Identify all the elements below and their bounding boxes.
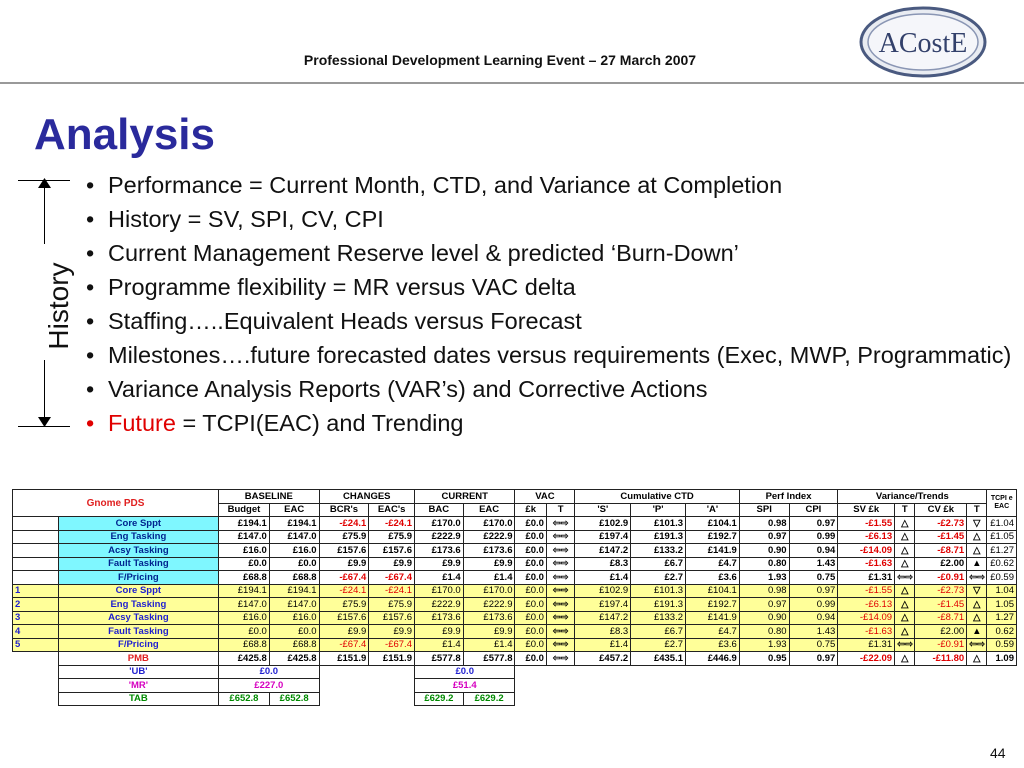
mr-label: 'MR' [58,679,218,693]
table-cell: £1.4 [414,571,463,585]
table-cell: £0.0 [515,625,546,639]
table-cell: £2.7 [631,638,686,652]
group-ctd: Cumulative CTD [575,490,739,504]
table-cell: £194.1 [219,517,270,531]
table-cell: £147.0 [269,530,319,544]
row-label: Core Sppt [58,517,218,531]
table-cell: 0.80 [739,625,789,639]
row-label: Fault Tasking [58,557,218,571]
row-label: Core Sppt [58,584,218,598]
table-cell: £102.9 [575,584,631,598]
row-label: F/Pricing [58,571,218,585]
table-cell: £133.2 [631,611,686,625]
row-gutter [13,517,59,531]
table-cell: £0.0 [515,530,546,544]
table-cell: △ [967,598,987,612]
table-cell: £1.4 [575,571,631,585]
mr-row [13,679,1017,693]
table-cell: ▽ [967,517,987,531]
bullet-item: • Performance = Current Month, CTD, and Variance at Completion [84,168,1019,202]
col-header: CV £k [915,503,967,517]
table-cell: £435.1 [631,652,686,666]
col-header: EAC [463,503,515,517]
table-cell: 0.90 [739,544,789,558]
table-cell: £173.6 [414,544,463,558]
group-header-row [13,490,1017,504]
bullet-item: • Current Management Reserve level & predicted ‘Burn-Down’ [84,236,1019,270]
row-gutter [13,544,59,558]
table-cell: £16.0 [219,611,270,625]
table-cell: £191.3 [631,530,686,544]
header-rule [0,82,1024,84]
table-cell: ▲ [967,557,987,571]
table-cell: -£8.71 [915,544,967,558]
table-cell: £75.9 [319,598,369,612]
table-cell: £4.7 [686,557,740,571]
row-label: Acsy Tasking [58,611,218,625]
table-cell: £0.0 [269,625,319,639]
summary-row [13,571,1017,585]
table-cell: 4 [13,625,59,639]
table-cell: -£24.1 [319,517,369,531]
table-cell: £68.8 [219,638,270,652]
table-cell: £0.0 [219,625,270,639]
table-cell: 5 [13,638,59,652]
table-cell: -£24.1 [319,584,369,598]
table-cell: 0.97 [789,584,838,598]
table-cell: £222.9 [463,598,515,612]
tab-v1: £652.8 [219,692,270,706]
table-cell: £0.0 [515,571,546,585]
table-cell: £194.1 [219,584,270,598]
row-gutter [13,557,59,571]
table-cell: £191.3 [631,598,686,612]
table-cell: £147.2 [575,611,631,625]
table-cell: £9.9 [463,625,515,639]
table-cell: £16.0 [269,611,319,625]
history-label [14,250,94,370]
gnome-pds-table-wrap [12,489,1017,706]
table-cell: £1.04 [987,517,1017,531]
table-cell: £3.6 [686,638,740,652]
row-label: F/Pricing [58,638,218,652]
ub-current: £0.0 [414,665,515,679]
table-cell: £147.0 [269,598,319,612]
row-label: Acsy Tasking [58,544,218,558]
table-cell: £9.9 [369,625,415,639]
table-cell: 1.27 [987,611,1017,625]
table-cell: 0.98 [739,517,789,531]
table-cell: △ [967,530,987,544]
table-cell: ⇦⇨ [546,517,574,531]
table-cell: ⇦⇨ [546,611,574,625]
table-cell: £151.9 [319,652,369,666]
table-cell: 0.75 [789,638,838,652]
table-cell: £425.8 [219,652,270,666]
table-cell: £192.7 [686,530,740,544]
col-header: 'S' [575,503,631,517]
table-cell: ⇦⇨ [895,571,915,585]
table-cell: £3.6 [686,571,740,585]
table-cell: △ [895,611,915,625]
table-cell: -£67.4 [319,571,369,585]
slide-title: Analysis [34,110,215,159]
row-label: Eng Tasking [58,598,218,612]
table-cell: £9.9 [369,557,415,571]
table-cell: £197.4 [575,598,631,612]
detail-row [13,625,1017,639]
ub-baseline: £0.0 [219,665,320,679]
table-cell: £141.9 [686,544,740,558]
table-cell: △ [895,584,915,598]
summary-row [13,557,1017,571]
table-cell: £577.8 [414,652,463,666]
col-header: 'P' [631,503,686,517]
table-cell: ⇦⇨ [546,638,574,652]
table-cell: ⇦⇨ [546,598,574,612]
history-top-line [44,180,45,244]
table-cell: 0.99 [789,598,838,612]
history-down-arrow [38,417,51,427]
tab-v3: £629.2 [414,692,463,706]
pmb-rows [13,652,1017,666]
table-cell: £2.7 [631,571,686,585]
table-cell: £457.2 [575,652,631,666]
bullet-item-future [84,406,1019,440]
table-cell: 0.90 [739,611,789,625]
table-cell: 0.97 [789,652,838,666]
detail-row [13,638,1017,652]
tab-row [13,692,1017,706]
table-cell: 0.80 [739,557,789,571]
table-cell: £8.3 [575,625,631,639]
table-cell: £194.1 [269,584,319,598]
table-cell: ⇦⇨ [546,557,574,571]
row-label: PMB [58,652,218,666]
table-cell: £0.0 [515,584,546,598]
table-cell: 1.09 [987,652,1017,666]
group-changes: CHANGES [319,490,414,504]
table-cell: £157.6 [369,544,415,558]
table-cell: -£8.71 [915,611,967,625]
bullet-item: • Staffing…..Equivalent Heads versus Forecast [84,304,1019,338]
table-cell: -£67.4 [369,571,415,585]
summary-row [13,544,1017,558]
table-cell: ▽ [967,584,987,598]
table-cell: £16.0 [219,544,270,558]
table-cell: £446.9 [686,652,740,666]
table-cell: £222.9 [463,530,515,544]
mr-current: £51.4 [414,679,515,693]
table-cell: £157.6 [319,544,369,558]
table-title: Gnome PDS [13,490,219,517]
table-cell: £194.1 [269,517,319,531]
table-cell: 0.95 [739,652,789,666]
bullet-item: • History = SV, SPI, CV, CPI [84,202,1019,236]
table-cell: -£22.09 [838,652,895,666]
table-cell: £0.0 [219,557,270,571]
table-cell: £101.3 [631,517,686,531]
table-cell: 0.97 [789,517,838,531]
group-variance: Variance/Trends [838,490,987,504]
acoste-logo [858,5,988,79]
table-cell: -£1.63 [838,625,895,639]
col-header: SV £k [838,503,895,517]
table-cell: -£1.45 [915,530,967,544]
table-cell: £222.9 [414,598,463,612]
table-cell: -£2.73 [915,517,967,531]
table-cell: £170.0 [414,517,463,531]
table-cell: £9.9 [414,625,463,639]
table-cell: 0.75 [789,571,838,585]
table-cell: -£24.1 [369,584,415,598]
table-cell: £173.6 [463,544,515,558]
table-cell: -£0.91 [915,638,967,652]
table-cell: £577.8 [463,652,515,666]
table-cell: £75.9 [319,530,369,544]
table-cell: £2.00 [915,557,967,571]
table-cell: -£2.73 [915,584,967,598]
table-cell: -£6.13 [838,598,895,612]
table-cell: △ [895,557,915,571]
col-header: CPI [789,503,838,517]
table-cell: 3 [13,611,59,625]
event-title: Professional Development Learning Event – 27 March 2007 [303,52,697,68]
table-cell: £1.4 [463,638,515,652]
table-cell: 0.94 [789,611,838,625]
table-cell: £173.6 [414,611,463,625]
table-cell: £104.1 [686,584,740,598]
tab-v2: £652.8 [269,692,319,706]
table-cell: £0.0 [515,598,546,612]
table-cell: £197.4 [575,530,631,544]
col-header: EAC's [369,503,415,517]
row-label: Fault Tasking [58,625,218,639]
detail-row [13,611,1017,625]
table-cell: £192.7 [686,598,740,612]
table-cell: £75.9 [369,598,415,612]
group-current: CURRENT [414,490,515,504]
group-baseline: BASELINE [219,490,320,504]
table-cell: ⇦⇨ [546,652,574,666]
detail-rows [13,584,1017,652]
history-up-arrow [38,178,51,188]
group-perf: Perf Index [739,490,837,504]
ub-label: 'UB' [58,665,218,679]
row-gutter [13,571,59,585]
table-cell: 1.93 [739,571,789,585]
table-cell: £1.4 [463,571,515,585]
table-cell: -£1.55 [838,584,895,598]
table-cell: △ [895,652,915,666]
table-cell: 0.94 [789,544,838,558]
bullet-item: • Variance Analysis Reports (VAR’s) and Corrective Actions [84,372,1019,406]
table-cell: £1.4 [414,638,463,652]
table-cell: △ [895,598,915,612]
table-cell: £101.3 [631,584,686,598]
table-cell: £4.7 [686,625,740,639]
tab-v4: £629.2 [463,692,515,706]
ub-row [13,665,1017,679]
table-cell: £9.9 [319,625,369,639]
table-cell: £104.1 [686,517,740,531]
table-cell: £9.9 [463,557,515,571]
table-cell: 1.05 [987,598,1017,612]
table-cell: £0.0 [515,557,546,571]
tab-label: TAB [58,692,218,706]
table-cell: △ [967,611,987,625]
table-cell: 2 [13,598,59,612]
table-cell: £75.9 [369,530,415,544]
table-cell: £133.2 [631,544,686,558]
col-header: SPI [739,503,789,517]
table-cell: 1.43 [789,557,838,571]
table-cell: £1.05 [987,530,1017,544]
history-label-text: History [43,262,74,350]
col-header: Budget [219,503,270,517]
table-cell: 1.93 [739,638,789,652]
page-number: 44 [990,745,1006,761]
future-rest: = TCPI(EAC) and Trending [175,410,464,436]
table-cell: £170.0 [414,584,463,598]
table-cell: £0.0 [515,544,546,558]
table-cell: £0.0 [515,517,546,531]
table-cell: £425.8 [269,652,319,666]
table-cell: £68.8 [269,638,319,652]
table-cell: -£14.09 [838,611,895,625]
table-cell: -£24.1 [369,517,415,531]
table-cell: △ [895,544,915,558]
mr-baseline: £227.0 [219,679,320,693]
table-cell: £16.0 [269,544,319,558]
detail-row [13,584,1017,598]
col-header: EAC [269,503,319,517]
table-cell: 0.97 [739,598,789,612]
table-cell: £170.0 [463,584,515,598]
summary-row [13,517,1017,531]
detail-row [13,598,1017,612]
table-cell: ⇦⇨ [895,638,915,652]
row-gutter [13,530,59,544]
table-cell: ⇦⇨ [546,530,574,544]
col-header: T [546,503,574,517]
table-cell: ⇦⇨ [967,571,987,585]
table-cell: -£1.55 [838,517,895,531]
table-cell: £102.9 [575,517,631,531]
table-cell: £147.2 [575,544,631,558]
table-cell: △ [895,625,915,639]
col-header: £k [515,503,546,517]
table-cell: £147.0 [219,598,270,612]
table-cell: £2.00 [915,625,967,639]
table-cell: △ [895,530,915,544]
gnome-pds-table [12,489,1017,706]
table-cell: 1.43 [789,625,838,639]
col-header: T [967,503,987,517]
table-cell: £0.0 [515,611,546,625]
table-cell: ⇦⇨ [546,584,574,598]
col-header: BAC [414,503,463,517]
group-tcpi: TCPI e EAC [987,490,1017,517]
table-cell: ⇦⇨ [546,571,574,585]
table-cell: £8.3 [575,557,631,571]
table-cell: ⇦⇨ [546,544,574,558]
table-cell: £173.6 [463,611,515,625]
table-cell: 1.04 [987,584,1017,598]
table-cell: £0.0 [515,652,546,666]
table-cell: £0.62 [987,557,1017,571]
row-label: Eng Tasking [58,530,218,544]
table-cell: 0.62 [987,625,1017,639]
table-cell: -£14.09 [838,544,895,558]
table-cell: £0.0 [269,557,319,571]
group-vac: VAC [515,490,575,504]
col-header: 'A' [686,503,740,517]
table-cell: 0.99 [789,530,838,544]
table-cell: -£0.91 [915,571,967,585]
table-cell: £1.27 [987,544,1017,558]
col-header: BCR's [319,503,369,517]
table-cell: £68.8 [269,571,319,585]
svg-text:ACostE: ACostE [878,28,968,59]
table-cell: £1.31 [838,638,895,652]
table-cell: -£11.80 [915,652,967,666]
table-cell: △ [895,517,915,531]
table-cell: -£1.45 [915,598,967,612]
table-cell: £157.6 [369,611,415,625]
table-cell: £6.7 [631,557,686,571]
table-cell: £9.9 [414,557,463,571]
bullet-item: • Milestones….future forecasted dates versus requirements (Exec, MWP, Programmatic) [84,338,1019,372]
table-cell: 0.97 [739,530,789,544]
table-cell: £141.9 [686,611,740,625]
row-gutter [13,652,59,666]
table-cell: £9.9 [319,557,369,571]
table-cell: £222.9 [414,530,463,544]
table-cell: -£6.13 [838,530,895,544]
future-word: Future [108,410,176,436]
bullet-list [84,168,1019,440]
table-cell: △ [967,544,987,558]
table-cell: £0.59 [987,571,1017,585]
pmb-row [13,652,1017,666]
table-cell: £151.9 [369,652,415,666]
col-header: T [895,503,915,517]
table-cell: -£1.63 [838,557,895,571]
table-cell: 0.59 [987,638,1017,652]
table-cell: £157.6 [319,611,369,625]
table-cell: 0.98 [739,584,789,598]
table-cell: 1 [13,584,59,598]
table-cell: £68.8 [219,571,270,585]
table-cell: ▲ [967,625,987,639]
table-cell: -£67.4 [319,638,369,652]
summary-row [13,530,1017,544]
table-cell: £6.7 [631,625,686,639]
table-cell: £1.4 [575,638,631,652]
table-cell: ⇦⇨ [967,638,987,652]
table-cell: ⇦⇨ [546,625,574,639]
table-cell: £170.0 [463,517,515,531]
table-cell: -£67.4 [369,638,415,652]
table-cell: £1.31 [838,571,895,585]
bullet-item: • Programme flexibility = MR versus VAC delta [84,270,1019,304]
table-cell: £0.0 [515,638,546,652]
table-cell: △ [967,652,987,666]
table-cell: £147.0 [219,530,270,544]
summary-rows [13,517,1017,585]
